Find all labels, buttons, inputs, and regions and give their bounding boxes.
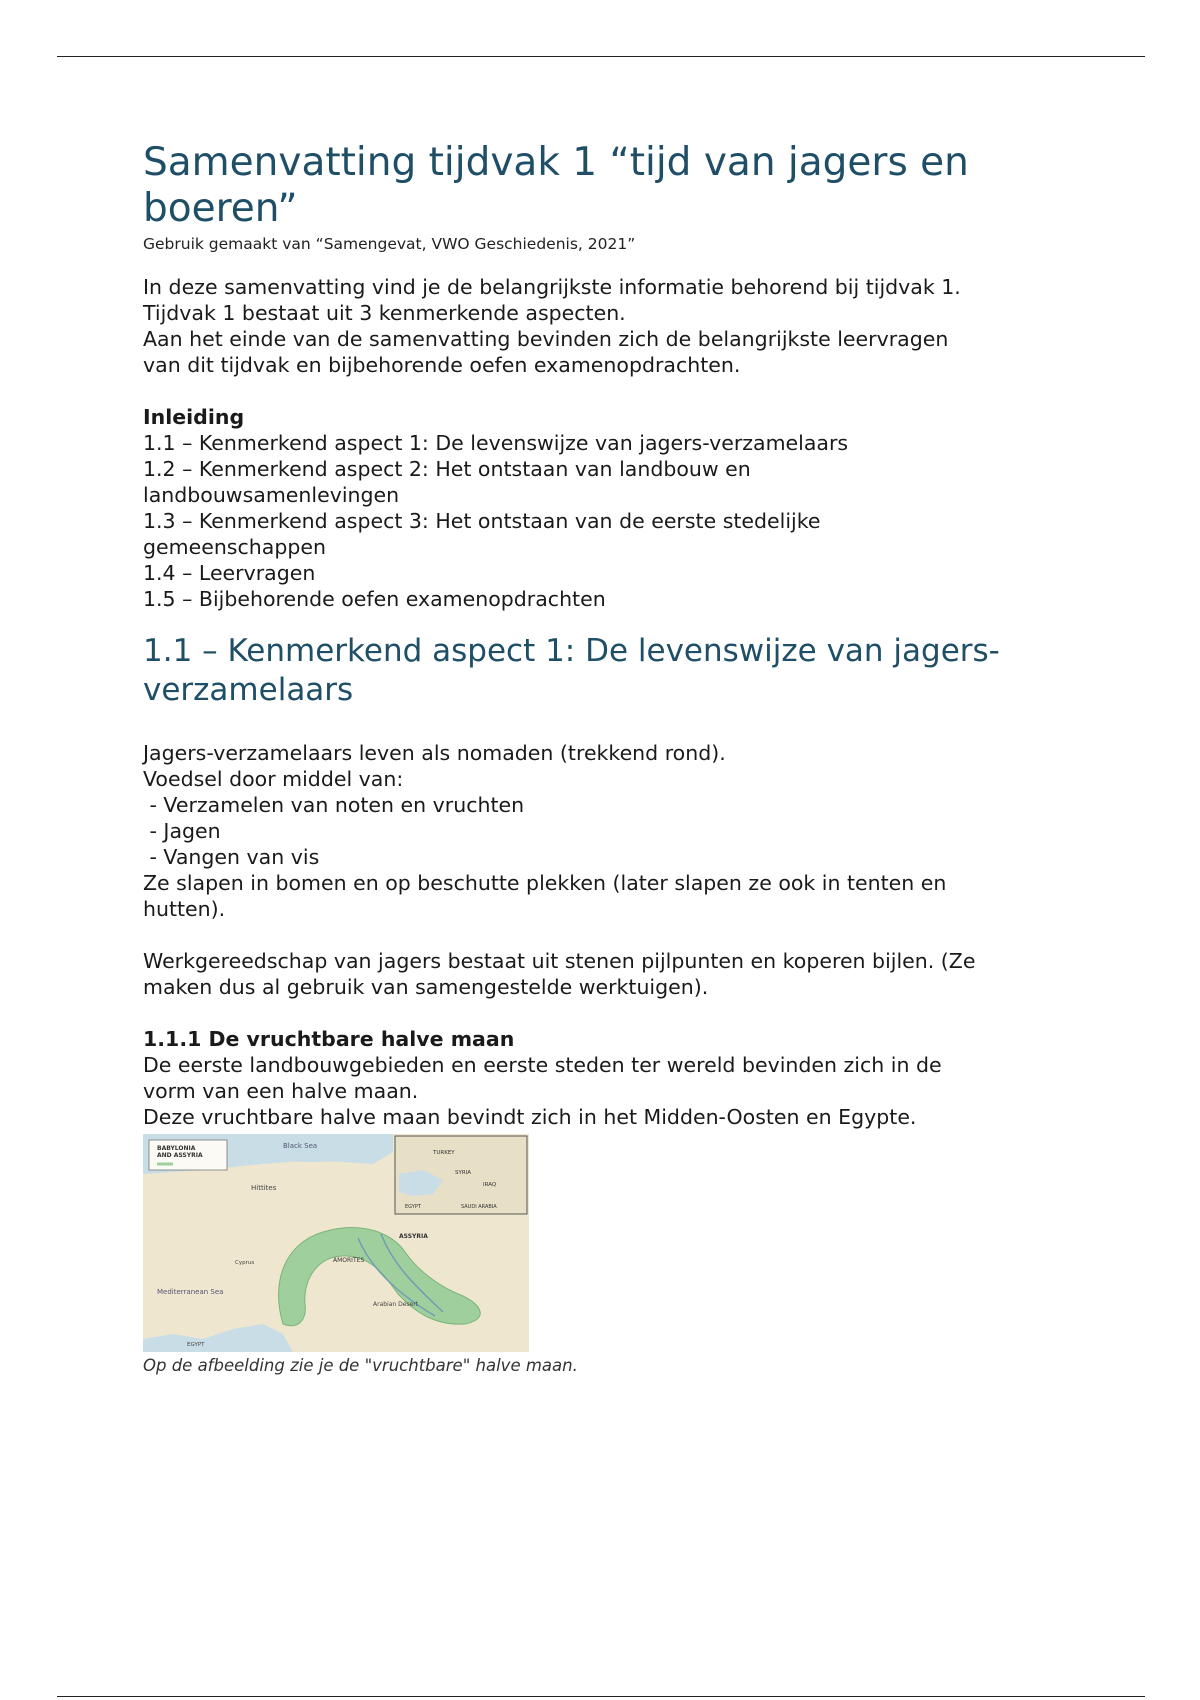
legend-title: AND ASSYRIA	[157, 1152, 203, 1159]
paragraph-line: maken dus al gebruik van samengestelde werktuigen).	[143, 975, 709, 999]
map-label-hittites: Hittites	[251, 1184, 277, 1192]
source-note: Gebruik gemaakt van “Samengevat, VWO Geschiedenis, 2021”	[143, 235, 636, 253]
intro-line: van dit tijdvak en bijbehorende oefen examenopdrachten.	[143, 353, 741, 377]
toc-heading: Inleiding	[143, 405, 245, 429]
map-label-arabian: Arabian Desert	[373, 1301, 419, 1308]
section-heading	[143, 632, 1063, 710]
map-label-assyria: ASSYRIA	[399, 1233, 428, 1240]
map-label-med-sea: Mediterranean Sea	[157, 1288, 224, 1296]
list-item: - Verzamelen van noten en vruchten	[143, 793, 525, 817]
map-label-egypt: EGYPT	[187, 1342, 205, 1348]
inset-label: IRAQ	[483, 1182, 497, 1188]
toc-item: gemeenschappen	[143, 535, 326, 559]
inset-label: SYRIA	[455, 1170, 472, 1176]
paragraph-line: Jagers-verzamelaars leven als nomaden (trekkend rond).	[143, 741, 726, 765]
toc-item: 1.2 – Kenmerkend aspect 2: Het ontstaan van landbouw en	[143, 457, 751, 481]
section-heading-line: 1.1 – Kenmerkend aspect 1: De levenswijze van jagers-	[143, 633, 1000, 669]
map-label-amorites: AMORITES	[333, 1257, 365, 1264]
intro-paragraph	[143, 274, 1063, 378]
section-paragraph-lifestyle	[143, 740, 1063, 922]
map-label-black-sea: Black Sea	[283, 1142, 318, 1150]
inset-label: EGYPT	[405, 1204, 421, 1210]
fertile-crescent-map	[143, 1134, 529, 1352]
intro-line: Tijdvak 1 bestaat uit 3 kenmerkende aspecten.	[143, 301, 626, 325]
bottom-rule	[57, 1696, 1145, 1697]
figure-caption: Op de afbeelding zie je de "vruchtbare" halve maan.	[143, 1356, 578, 1375]
table-of-contents	[143, 404, 1063, 612]
top-rule	[57, 56, 1145, 57]
toc-item: 1.3 – Kenmerkend aspect 3: Het ontstaan van de eerste stedelijke	[143, 509, 821, 533]
toc-item: 1.5 – Bijbehorende oefen examenopdrachten	[143, 587, 606, 611]
subsection-heading: 1.1.1 De vruchtbare halve maan	[143, 1027, 515, 1051]
page-title: Samenvatting tijdvak 1 “tijd van jagers en boeren”	[143, 140, 969, 231]
inset-label: SAUDI ARABIA	[461, 1204, 497, 1210]
paragraph-line: vorm van een halve maan.	[143, 1079, 419, 1103]
section-paragraph-tools	[143, 948, 1063, 1000]
paragraph-line: hutten).	[143, 897, 226, 921]
toc-item: landbouwsamenlevingen	[143, 483, 400, 507]
paragraph-line: Ze slapen in bomen en op beschutte plekken (later slapen ze ook in tenten en	[143, 871, 947, 895]
list-item: - Vangen van vis	[143, 845, 320, 869]
paragraph-line: De eerste landbouwgebieden en eerste steden ter wereld bevinden zich in de	[143, 1053, 942, 1077]
paragraph-line: Deze vruchtbare halve maan bevindt zich in het Midden-Oosten en Egypte.	[143, 1105, 917, 1129]
paragraph-line: Voedsel door middel van:	[143, 767, 404, 791]
inset-label: TURKEY	[433, 1150, 455, 1156]
intro-line: Aan het einde van de samenvatting bevinden zich de belangrijkste leervragen	[143, 327, 949, 351]
map-label-cyprus: Cyprus	[235, 1260, 255, 1266]
legend-title: BABYLONIA	[157, 1145, 196, 1152]
paragraph-line: Werkgereedschap van jagers bestaat uit stenen pijlpunten en koperen bijlen. (Ze	[143, 949, 976, 973]
subsection	[143, 1026, 1063, 1130]
intro-line: In deze samenvatting vind je de belangrijkste informatie behorend bij tijdvak 1.	[143, 275, 961, 299]
list-item: - Jagen	[143, 819, 221, 843]
toc-item: 1.4 – Leervragen	[143, 561, 316, 585]
section-heading-line: verzamelaars	[143, 672, 354, 708]
toc-item: 1.1 – Kenmerkend aspect 1: De levenswijze van jagers-verzamelaars	[143, 431, 849, 455]
document-body	[143, 140, 1063, 1377]
